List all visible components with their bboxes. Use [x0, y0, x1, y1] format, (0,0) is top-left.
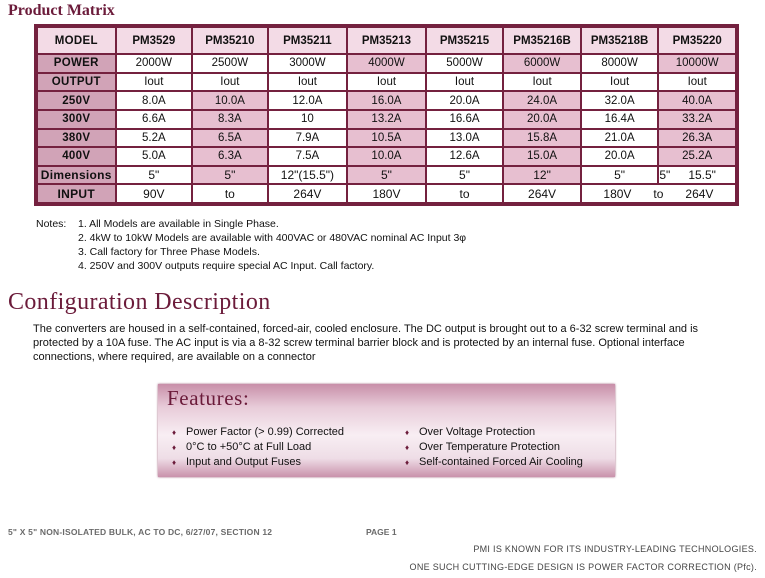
feature-text: Over Temperature Protection: [419, 441, 561, 453]
diamond-bullet-icon: ♦: [405, 443, 410, 452]
note-item: 3. Call factory for Three Phase Models.: [78, 246, 260, 258]
matrix-cell: Iout: [269, 74, 347, 91]
matrix-row-label: Dimensions: [38, 167, 115, 184]
diamond-bullet-icon: ♦: [172, 428, 177, 437]
feature-item: [405, 455, 583, 470]
matrix-cell: 10.0A: [193, 92, 267, 109]
matrix-cell: 8.3A: [193, 111, 267, 128]
matrix-cell: 7.5A: [269, 148, 347, 165]
feature-text: Self-contained Forced Air Cooling: [419, 456, 583, 468]
matrix-row: [38, 28, 735, 53]
product-matrix-table: [36, 26, 737, 204]
matrix-cell: 5": [427, 167, 503, 184]
matrix-cell-part: to: [653, 186, 664, 201]
matrix-cell: 6.3A: [193, 148, 267, 165]
matrix-cell: 5": [348, 167, 425, 184]
matrix-cell: 10: [269, 111, 347, 128]
feature-item: [172, 455, 344, 470]
feature-text: Input and Output Fuses: [186, 456, 301, 468]
matrix-cell: 12"(15.5"): [269, 167, 347, 184]
matrix-cell: 32.0A: [582, 92, 658, 109]
matrix-cell: 20.0A: [427, 92, 503, 109]
features-panel: [158, 384, 615, 477]
matrix-row-label: 300V: [38, 111, 115, 128]
notes-label: Notes:: [36, 218, 67, 230]
feature-text: 0°C to +50°C at Full Load: [186, 441, 312, 453]
product-matrix-title: Product Matrix: [8, 2, 115, 19]
matrix-cell: 5.0A: [117, 148, 192, 165]
matrix-row: [38, 92, 735, 109]
matrix-cell: 10.0A: [348, 148, 425, 165]
matrix-cell: 12.6A: [427, 148, 503, 165]
matrix-cell: 180V: [348, 185, 425, 202]
matrix-model-header: PM35211: [269, 28, 347, 53]
matrix-cell: Iout: [348, 74, 425, 91]
feature-item: [405, 425, 583, 440]
matrix-cell: 5": [117, 167, 192, 184]
matrix-cell: Iout: [582, 74, 658, 91]
matrix-cell: 20.0A: [504, 111, 580, 128]
matrix-row-label: 380V: [38, 130, 115, 147]
footer-tagline-1: PMI IS KNOWN FOR ITS INDUSTRY-LEADING TECHNOLOGIES.: [473, 544, 757, 554]
features-list-right: [405, 425, 583, 470]
matrix-cell: 2000W: [117, 55, 192, 72]
matrix-cell: 33.2A: [659, 111, 735, 128]
matrix-cell: 5.2A: [117, 130, 192, 147]
matrix-cell: 6.6A: [117, 111, 192, 128]
matrix-cell: 8.0A: [117, 92, 192, 109]
configuration-title: Configuration Description: [8, 289, 271, 315]
matrix-cell: Iout: [659, 74, 735, 91]
matrix-cell-part: 15.5": [688, 168, 716, 183]
feature-item: [172, 425, 344, 440]
matrix-cell: 10000W: [659, 55, 735, 72]
matrix-cell: 2500W: [193, 55, 267, 72]
matrix-cell: [659, 167, 735, 184]
matrix-row: [38, 74, 735, 91]
matrix-model-header: PM35218B: [582, 28, 658, 53]
matrix-cell: 12": [504, 167, 580, 184]
configuration-body: The converters are housed in a self-contained, forced-air, cooled enclosure. The DC output is brought out to a 6-32 screw terminal and is protected by a 10A fuse. The AC input is via a 8-32 screw terminal barrier block and is protected by an internal fuse. Optional interface connections, where required, are available on a connector: [33, 323, 699, 363]
matrix-cell: 26.3A: [659, 130, 735, 147]
feature-text: Power Factor (> 0.99) Corrected: [186, 426, 345, 438]
matrix-cell: 15.8A: [504, 130, 580, 147]
footer-page-number: PAGE 1: [366, 527, 397, 537]
note-item: 1. All Models are available in Single Phase.: [78, 218, 279, 230]
matrix-row: [38, 111, 735, 128]
diamond-bullet-icon: ♦: [405, 428, 410, 437]
matrix-cell-part: 264V: [685, 186, 714, 201]
diamond-bullet-icon: ♦: [172, 443, 177, 452]
matrix-row: [38, 185, 735, 202]
matrix-cell: Iout: [117, 74, 192, 91]
footer-doc-info: 5" X 5" NON-ISOLATED BULK, AC TO DC, 6/27/07, SECTION 12: [8, 527, 273, 537]
diamond-bullet-icon: ♦: [405, 458, 410, 467]
matrix-row: [38, 130, 735, 147]
matrix-model-header: PM35210: [193, 28, 267, 53]
product-matrix-table-frame: [34, 24, 739, 206]
matrix-cell: 4000W: [348, 55, 425, 72]
matrix-row-label: POWER: [38, 55, 115, 72]
matrix-model-header: PM35213: [348, 28, 425, 53]
matrix-row-label: MODEL: [38, 28, 115, 53]
matrix-row-label: 250V: [38, 92, 115, 109]
matrix-model-header: PM35215: [427, 28, 503, 53]
notes-list: [78, 217, 558, 273]
matrix-row-label: INPUT: [38, 185, 115, 202]
matrix-model-header: PM3529: [117, 28, 192, 53]
matrix-cell: 13.0A: [427, 130, 503, 147]
matrix-cell: 10.5A: [348, 130, 425, 147]
matrix-cell: 16.6A: [427, 111, 503, 128]
matrix-cell-part: 5": [659, 168, 671, 183]
matrix-cell: 6000W: [504, 55, 580, 72]
diamond-bullet-icon: ♦: [172, 458, 177, 467]
feature-item: [405, 440, 583, 455]
feature-item: [172, 440, 344, 455]
matrix-cell: 90V: [117, 185, 192, 202]
matrix-cell: 5000W: [427, 55, 503, 72]
matrix-model-header: PM35220: [659, 28, 735, 53]
matrix-cell: 25.2A: [659, 148, 735, 165]
matrix-cell: 5": [193, 167, 267, 184]
matrix-cell: 264V: [269, 185, 347, 202]
matrix-cell: 15.0A: [504, 148, 580, 165]
matrix-cell: 264V: [504, 185, 580, 202]
note-item: 4. 250V and 300V outputs require special AC Input. Call factory.: [78, 260, 375, 272]
matrix-cell: 16.0A: [348, 92, 425, 109]
matrix-cell: Iout: [427, 74, 503, 91]
matrix-cell: 6.5A: [193, 130, 267, 147]
features-list-left: [172, 425, 344, 470]
matrix-cell: 12.0A: [269, 92, 347, 109]
matrix-cell-part: 180V: [603, 186, 632, 201]
matrix-row: [38, 55, 735, 72]
matrix-cell: 7.9A: [269, 130, 347, 147]
matrix-cell: 3000W: [269, 55, 347, 72]
matrix-row: [38, 148, 735, 165]
matrix-row: [38, 167, 735, 184]
matrix-cell: Iout: [193, 74, 267, 91]
matrix-cell: 21.0A: [582, 130, 658, 147]
features-title: Features:: [167, 386, 250, 410]
matrix-cell: to: [193, 185, 267, 202]
matrix-cell: to: [427, 185, 503, 202]
matrix-cell: 13.2A: [348, 111, 425, 128]
matrix-row-label: OUTPUT: [38, 74, 115, 91]
matrix-cell: 20.0A: [582, 148, 658, 165]
matrix-cell: 8000W: [582, 55, 658, 72]
matrix-cell: 5": [582, 167, 658, 184]
matrix-cell: [582, 185, 735, 202]
matrix-cell: 24.0A: [504, 92, 580, 109]
matrix-row-label: 400V: [38, 148, 115, 165]
matrix-cell: 16.4A: [582, 111, 658, 128]
feature-text: Over Voltage Protection: [419, 426, 536, 438]
matrix-model-header: PM35216B: [504, 28, 580, 53]
note-item: 2. 4kW to 10kW Models are available with 400VAC or 480VAC nominal AC Input 3φ: [78, 232, 467, 244]
matrix-cell: Iout: [504, 74, 580, 91]
footer-tagline-2: ONE SUCH CUTTING-EDGE DESIGN IS POWER FACTOR CORRECTION (Pfc).: [409, 562, 757, 572]
matrix-cell: 40.0A: [659, 92, 735, 109]
